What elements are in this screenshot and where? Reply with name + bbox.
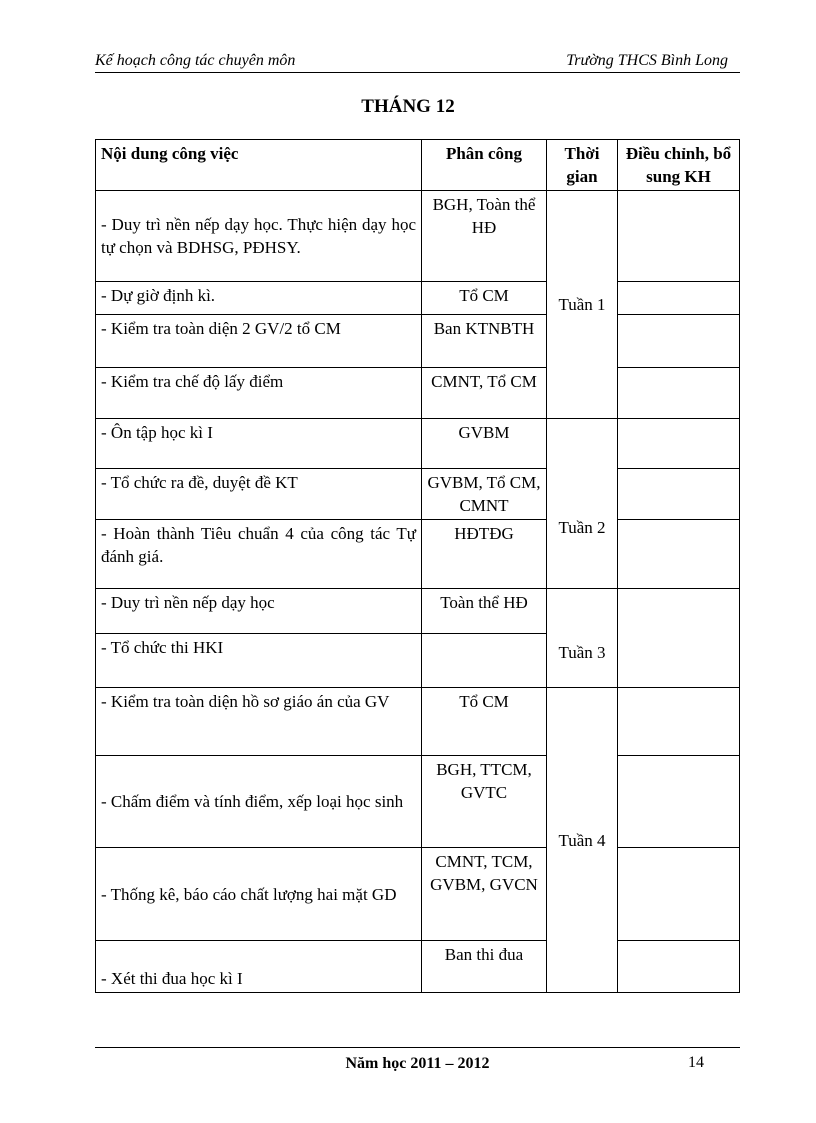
adjust-cell [618,941,740,993]
assignee-cell [422,634,547,688]
task-cell: - Hoàn thành Tiêu chuẩn 4 của công tác Tự đánh giá. [96,520,422,589]
page-footer [95,1047,740,1072]
week-cell: Tuần 1 [547,191,618,419]
table-header-row [96,140,740,191]
assignee-cell: Ban thi đua [422,941,547,993]
task-cell: - Kiểm tra toàn diện hồ sơ giáo án của GV [96,688,422,756]
header-time: Thời gian [547,140,618,191]
table-row [96,589,740,634]
table-row [96,469,740,520]
table-row [96,315,740,368]
footer-year: Năm học 2011 – 2012 [345,1055,490,1072]
assignee-cell: CMNT, TCM, GVBM, GVCN [422,848,547,941]
task-cell: - Duy trì nền nếp dạy học. Thực hiện dạy học tự chọn và BDHSG, PĐHSY. [96,191,422,282]
table-row [96,756,740,848]
table-row [96,368,740,419]
task-cell: - Tổ chức ra đề, duyệt đề KT [96,469,422,520]
assignee-cell: BGH, TTCM, GVTC [422,756,547,848]
week-cell: Tuần 3 [547,589,618,688]
header-left: Kế hoạch công tác chuyên môn [95,52,296,69]
adjust-cell [618,469,740,520]
task-cell: - Kiểm tra chế độ lấy điểm [96,368,422,419]
table-row [96,688,740,756]
task-cell: - Ôn tập học kì I [96,419,422,469]
assignee-cell: Tổ CM [422,688,547,756]
task-cell: - Chấm điểm và tính điểm, xếp loại học sinh [96,756,422,848]
task-cell: - Xét thi đua học kì I [96,941,422,993]
plan-table [95,139,740,993]
week-cell: Tuần 2 [547,419,618,589]
adjust-cell [618,191,740,282]
page-number: 14 [688,1054,704,1071]
assignee-cell: GVBM [422,419,547,469]
task-cell: - Duy trì nền nếp dạy học [96,589,422,634]
header-adjust: Điều chỉnh, bổ sung KH [618,140,740,191]
task-cell: - Dự giờ định kì. [96,282,422,315]
page-header [95,52,740,73]
assignee-cell: CMNT, Tổ CM [422,368,547,419]
adjust-cell [618,419,740,469]
adjust-cell [618,520,740,589]
table-row [96,941,740,993]
adjust-cell [618,315,740,368]
header-right: Trường THCS Bình Long [566,52,728,69]
table-row [96,419,740,469]
assignee-cell: HĐTĐG [422,520,547,589]
assignee-cell: BGH, Toàn thể HĐ [422,191,547,282]
page-title: THÁNG 12 [361,96,455,117]
adjust-cell [618,282,740,315]
assignee-cell: Tổ CM [422,282,547,315]
task-cell: - Thống kê, báo cáo chất lượng hai mặt GD [96,848,422,941]
assignee-cell: GVBM, Tổ CM, CMNT [422,469,547,520]
adjust-cell [618,848,740,941]
adjust-cell [618,368,740,419]
assignee-cell: Ban KTNBTH [422,315,547,368]
table-row [96,191,740,282]
header-assignee: Phân công [422,140,547,191]
adjust-cell [618,756,740,848]
table-row [96,520,740,589]
task-cell: - Tổ chức thi HKI [96,634,422,688]
task-cell: - Kiểm tra toàn diện 2 GV/2 tổ CM [96,315,422,368]
week-cell: Tuần 4 [547,688,618,993]
table-row [96,848,740,941]
assignee-cell: Toàn thể HĐ [422,589,547,634]
adjust-cell [618,688,740,756]
table-row [96,282,740,315]
header-task: Nội dung công việc [96,140,422,191]
adjust-cell [618,589,740,688]
